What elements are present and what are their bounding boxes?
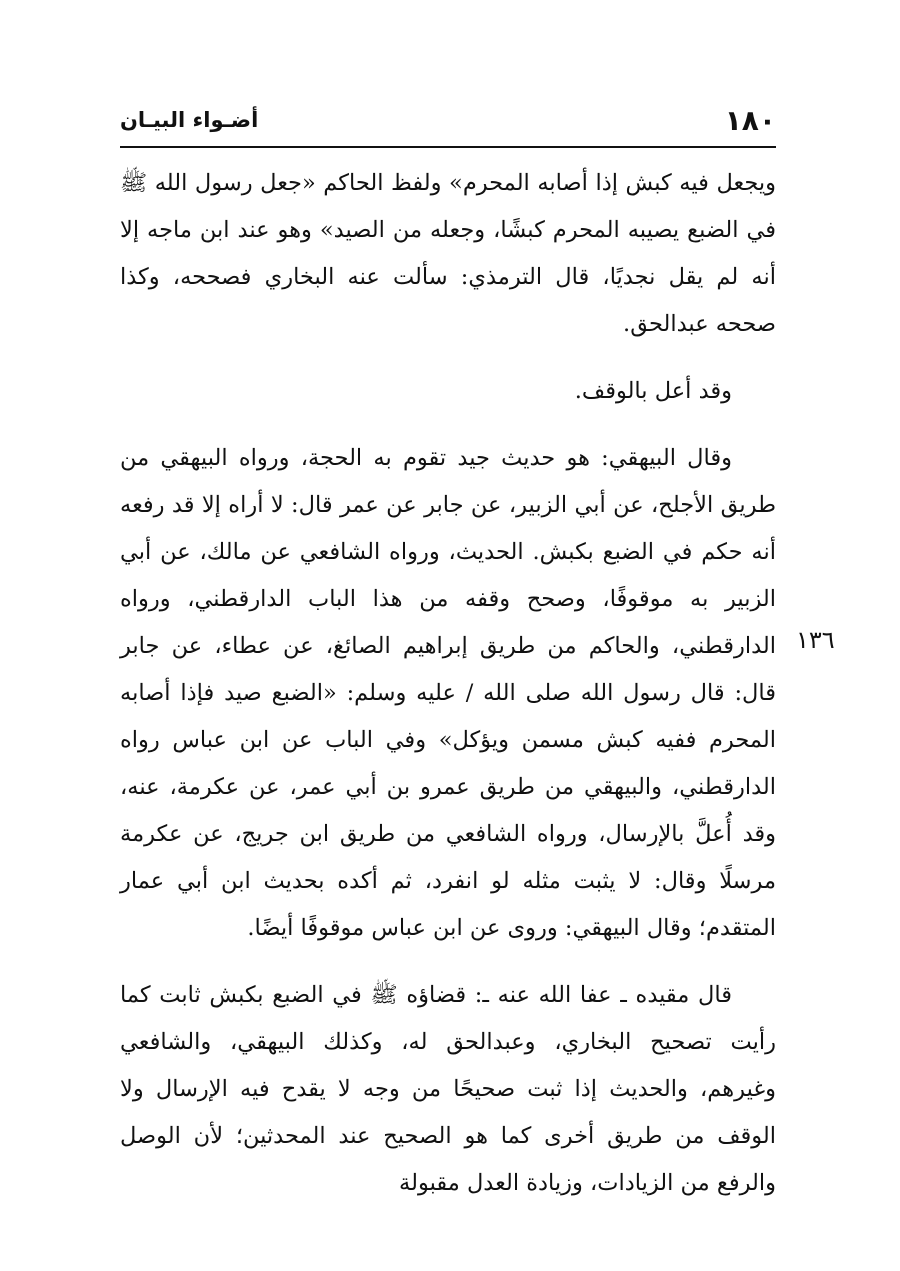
paragraph-4: قال مقيده ـ عفا الله عنه ـ: قضاؤه ﷺ في الضبع بكبش ثابت كما رأيت تصحيح البخاري، وعبدالحق له، وكذلك البيهقي، والشافعي وغيرهم، والحديث إذا ثبت صحيحًا من وجه لا يقدح فيه الإرسال ولا الوقف من طريق أخرى كما هو الصحيح عند المحدثين؛ لأن الوصل والرفع من الزيادات، وزيادة العدل مقبولة bbox=[120, 982, 776, 1196]
paragraph-1: ويجعل فيه كبش إذا أصابه المحرم» ولفظ الحاكم «جعل رسول الله ﷺ في الضبع يصيبه المحرم كبشًا، وجعله من الصيد» وهو عند ابن ماجه إلا أنه لم يقل نجديًا، قال الترمذي: سألت عنه البخاري فصححه، وكذا صححه عبدالحق. bbox=[120, 170, 776, 337]
body-text bbox=[120, 160, 776, 1227]
marginal-page-reference: ١٣٦ bbox=[796, 626, 835, 654]
header-rule bbox=[120, 146, 776, 148]
page-number: ١٨٠ bbox=[724, 104, 776, 137]
page-header bbox=[120, 96, 776, 146]
book-title: أضـواء البيـان bbox=[120, 108, 259, 132]
paragraph-2: وقد أعل بالوقف. bbox=[574, 378, 732, 404]
paragraph-3: وقال البيهقي: هو حديث جيد تقوم به الحجة، ورواه البيهقي من طريق الأجلح، عن أبي الزبير، عن جابر عن عمر قال: لا أراه إلا قد رفعه أنه حكم في الضبع بكبش. الحديث، ورواه الشافعي عن مالك، عن أبي الزبير به موقوفًا، وصحح وقفه من هذا الباب الدارقطني، ورواه الدارقطني، والحاكم من طريق إبراهيم الصائغ، عن عطاء، عن جابر قال: قال رسول الله صلى الله / عليه وسلم: «الضبع صيد فإذا أصابه المحرم ففيه كبش مسمن ويؤكل» وفي الباب عن ابن عباس رواه الدارقطني، والبيهقي من طريق عمرو بن أبي عمر، عن عكرمة، عنه، وقد أُعلَّ بالإرسال، ورواه الشافعي من طريق ابن جريج، عن عكرمة مرسلًا وقال: لا يثبت مثله لو انفرد، ثم أكده بحديث ابن أبي عمار المتقدم؛ وقال البيهقي: وروى عن ابن عباس موقوفًا أيضًا. bbox=[120, 445, 776, 941]
